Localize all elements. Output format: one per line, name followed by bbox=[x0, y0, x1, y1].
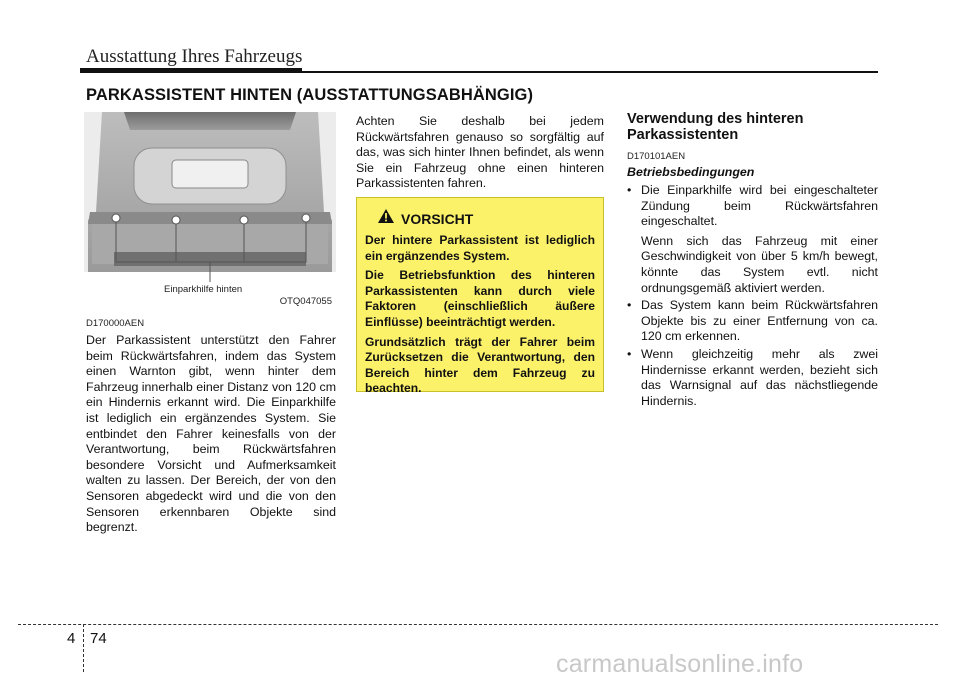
car-rear-illustration bbox=[84, 112, 336, 310]
chapter-number: 4 bbox=[67, 630, 76, 647]
bullet-list bbox=[627, 183, 878, 411]
list-item-text: Wenn gleichzeitig mehr als zwei Hindernisse erkannt werden, bezieht sich das Warnsignal auf das nächstliegende Hindernis. bbox=[641, 346, 878, 408]
rear-car-figure bbox=[84, 112, 336, 310]
warning-triangle-icon bbox=[377, 208, 395, 229]
page-number: 74 bbox=[90, 630, 107, 647]
warning-header bbox=[377, 208, 595, 229]
list-item-text: Das System kann beim Rückwärtsfahren Objekte bis zu einer Entfernung von ca. 120 cm erkennen. bbox=[641, 298, 878, 344]
header-rule bbox=[80, 71, 878, 73]
page-header-title: Ausstattung Ihres Fahrzeugs bbox=[86, 46, 303, 67]
bullet-icon: • bbox=[627, 183, 632, 197]
figure-code: OTQ047055 bbox=[279, 296, 332, 307]
footer-rule bbox=[18, 624, 938, 625]
footer-divider bbox=[83, 624, 84, 672]
warning-box bbox=[356, 197, 604, 396]
list-item bbox=[627, 183, 878, 230]
right-section-title: Verwendung des hinteren Parkassistenten bbox=[627, 111, 804, 143]
left-body-text: Der Parkassistent unterstützt den Fahrer beim Rückwärtsfahren, indem das System einen Warnton gibt, wenn hinter dem Fahrzeug innerhalb einer Distanz von 120 cm ein Hindernis erkannt wird. Die Einparkhilfe ist lediglich ein ergänzendes System. Sie entbindet den Fahrer keinesfalls von der Verantwortung, beim Rückwärtsfahren besondere Vorsicht und Aufmerksamkeit walten zu lassen. Der Bereich, der von den Sensoren abgedeckt wird und die von den Sensoren erkennbaren Objekte sind begrenzt. bbox=[86, 333, 337, 535]
watermark-link[interactable]: carmanualsonline.info bbox=[556, 650, 804, 678]
right-section-code: D170101AEN bbox=[627, 151, 686, 162]
warning-title: VORSICHT bbox=[401, 210, 474, 227]
list-item bbox=[627, 298, 878, 345]
list-item bbox=[627, 347, 878, 409]
right-subtitle: Betriebsbedingungen bbox=[627, 165, 755, 179]
warning-paragraph: Der hintere Parkassistent ist lediglich ein ergänzendes System. bbox=[365, 233, 595, 263]
warning-paragraph: Grundsätzlich trägt der Fahrer beim Zurücksetzen die Verantwortung, den Bereich hinter dem Fahrzeug zu beachten. bbox=[365, 334, 595, 396]
middle-body-text: Achten Sie deshalb bei jedem Rückwärtsfahren genauso so sorgfältig auf das, was sich hinter Ihnen befindet, als wenn Sie ein Fahrzeug ohne einen hinteren Parkassistenten fahren. bbox=[356, 114, 604, 191]
bullet-icon: • bbox=[627, 346, 632, 361]
bullet-icon: • bbox=[627, 298, 632, 313]
figure-label: Einparkhilfe hinten bbox=[164, 284, 243, 295]
warning-paragraph: Die Betriebsfunktion des hinteren Parkassistenten kann durch viele Faktoren (einschließlich äußere Einflüsse) beeinträchtigt werden. bbox=[365, 268, 595, 329]
list-item-continuation: Wenn sich das Fahrzeug mit einer Geschwindigkeit von über 5 km/h bewegt, könnte das System evtl. nicht ordnungsgemäß aktiviert werden. bbox=[641, 233, 878, 295]
list-item-text: Die Einparkhilfe wird bei eingeschalteter Zündung beim Rückwärtsfahren eingeschaltet. bbox=[641, 183, 878, 229]
left-section-code: D170000AEN bbox=[86, 318, 145, 329]
section-title: PARKASSISTENT HINTEN (AUSSTATTUNGSABHÄNGIG) bbox=[86, 86, 534, 104]
